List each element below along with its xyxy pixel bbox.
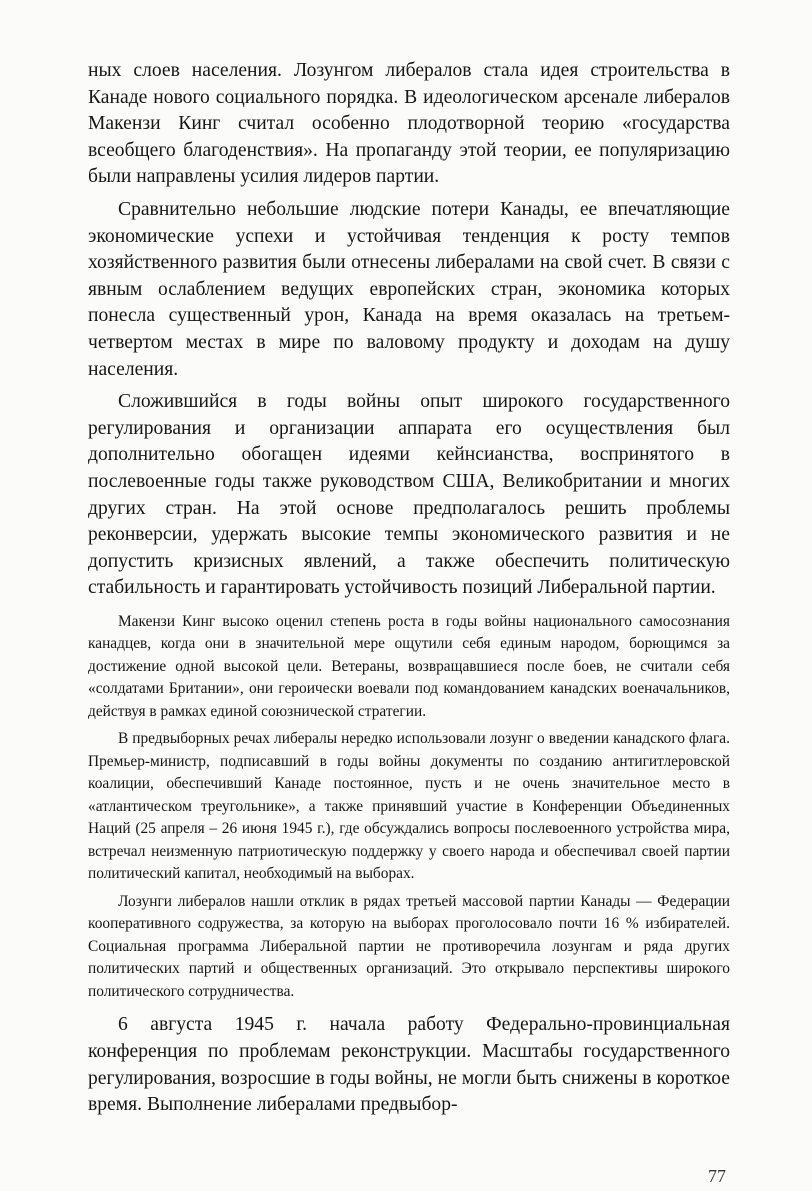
paragraph-2: Сравнительно небольшие людские потери Канады, ее впечатляющие экономические успехи и устойчивая тенденция к росту темпов хозяйственного развития были отнесены либералами на свой счет. В связи с явным ослаблением ведущих европейских стран, экономика которых понесла существенный урон, Канада на время оказалась на третьем-четвертом местах в мире по валовому продукту и доходам на душу населения. <box>88 198 730 380</box>
page-number: 77 <box>708 1166 726 1186</box>
text-column <box>88 58 730 1119</box>
paragraph-3: Сложившийся в годы войны опыт широкого государственного регулирования и организации аппарата его осуществления был дополнительно обогащен идеями кейнсианства, воспринятого в послевоенные годы также руководством США, Великобритании и многих других стран. На этой основе предполагалось решить проблемы реконверсии, удержать высокие темпы экономического развития и не допустить кризисных явлений, а также обеспечить политическую стабильность и гарантировать устойчивость позиций Либеральной партии. <box>88 391 730 599</box>
small-paragraph-3: Лозунги либералов нашли отклик в рядах третьей массовой партии Канады — Федерации кооперативного содружества, за которую на выборах проголосовало почти 16 % избирателей. Социальная программа Либеральной партии не противоречила лозунгам и ряда других политических партий и общественных организаций. Это открывало перспективы широкого политического сотрудничества. <box>88 892 730 1000</box>
paragraph-4: 6 августа 1945 г. начала работу Федерально-провинциальная конференция по проблемам реконструкции. Масштабы государственного регулирования, возросшие в годы войны, не могли быть снижены в короткое время. Выполнение либералами предвыбор- <box>88 1014 730 1116</box>
small-paragraph-1: Макензи Кинг высоко оценил степень роста в годы войны национального самосознания канадцев, когда они в значительной мере ощутили себя единым народом, борющимся за достижение одной высокой цели. Ветераны, возвращавшиеся после боев, не считали себя «солдатами Британии», они героически воевали под командованием канадских военачальников, действуя в рамках единой союзнической стратегии. <box>88 612 730 720</box>
paragraph-1: ных слоев населения. Лозунгом либералов стала идея строительства в Канаде нового социального порядка. В идеологическом арсенале либералов Макензи Кинг считал особенно плодотворной теорию «государства всеобщего благоденствия». На пропаганду этой теории, ее популяризацию были направлены усилия лидеров партии. <box>88 60 730 188</box>
small-paragraph-2: В предвыборных речах либералы нередко использовали лозунг о введении канадского флага. Премьер-министр, подписавший в годы войны документы по созданию антигитлеровской коалиции, обеспечивший Канаде постоянное, пусть и не очень значительное место в «атлантическом треугольнике», а также принявший участие в Конференции Объединенных Наций (25 апреля – 26 июня 1945 г.), где обсуждались вопросы послевоенного устройства мира, встречал неизменную патриотическую поддержку у своего народа и обеспечивал своей партии политический капитал, необходимый на выборах. <box>88 730 730 883</box>
